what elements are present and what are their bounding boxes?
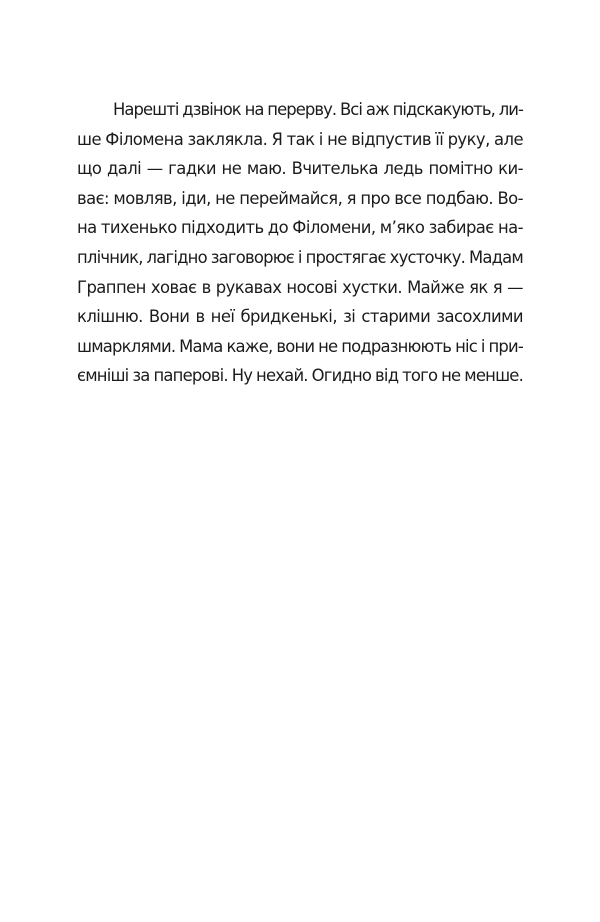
paragraph-line: на тихенько підходить до Філомени, м’яко забирає на- <box>77 218 523 238</box>
paragraph-line: Нарешті дзвінок на перерву. Всі аж підскакують, ли- <box>113 100 523 119</box>
paragraph-line: Граппен ховає в рукавах носові хустки. Майже як я — <box>77 277 523 297</box>
paragraph-line: шмарклями. Мама каже, вони не подразнюють ніс і при- <box>77 336 523 356</box>
paragraph-line: ємніші за паперові. Ну нехай. Огидно від того не менше. <box>77 366 523 386</box>
paragraph-line: що далі — гадки не маю. Вчителька ледь помітно ки- <box>77 159 523 179</box>
paragraph-line: плічник, лагідно заговорює і простягає хусточку. Мадам <box>77 247 523 267</box>
paragraph-line: клішню. Вони в неї бридкенькі, зі старими засохлими <box>77 307 523 327</box>
body-paragraph <box>77 95 523 391</box>
paragraph-line: ше Філомена заклякла. Я так і не відпустив її руку, але <box>77 129 523 149</box>
paragraph-line: ває: мовляв, іди, не переймайся, я про все подбаю. Во- <box>77 188 523 208</box>
